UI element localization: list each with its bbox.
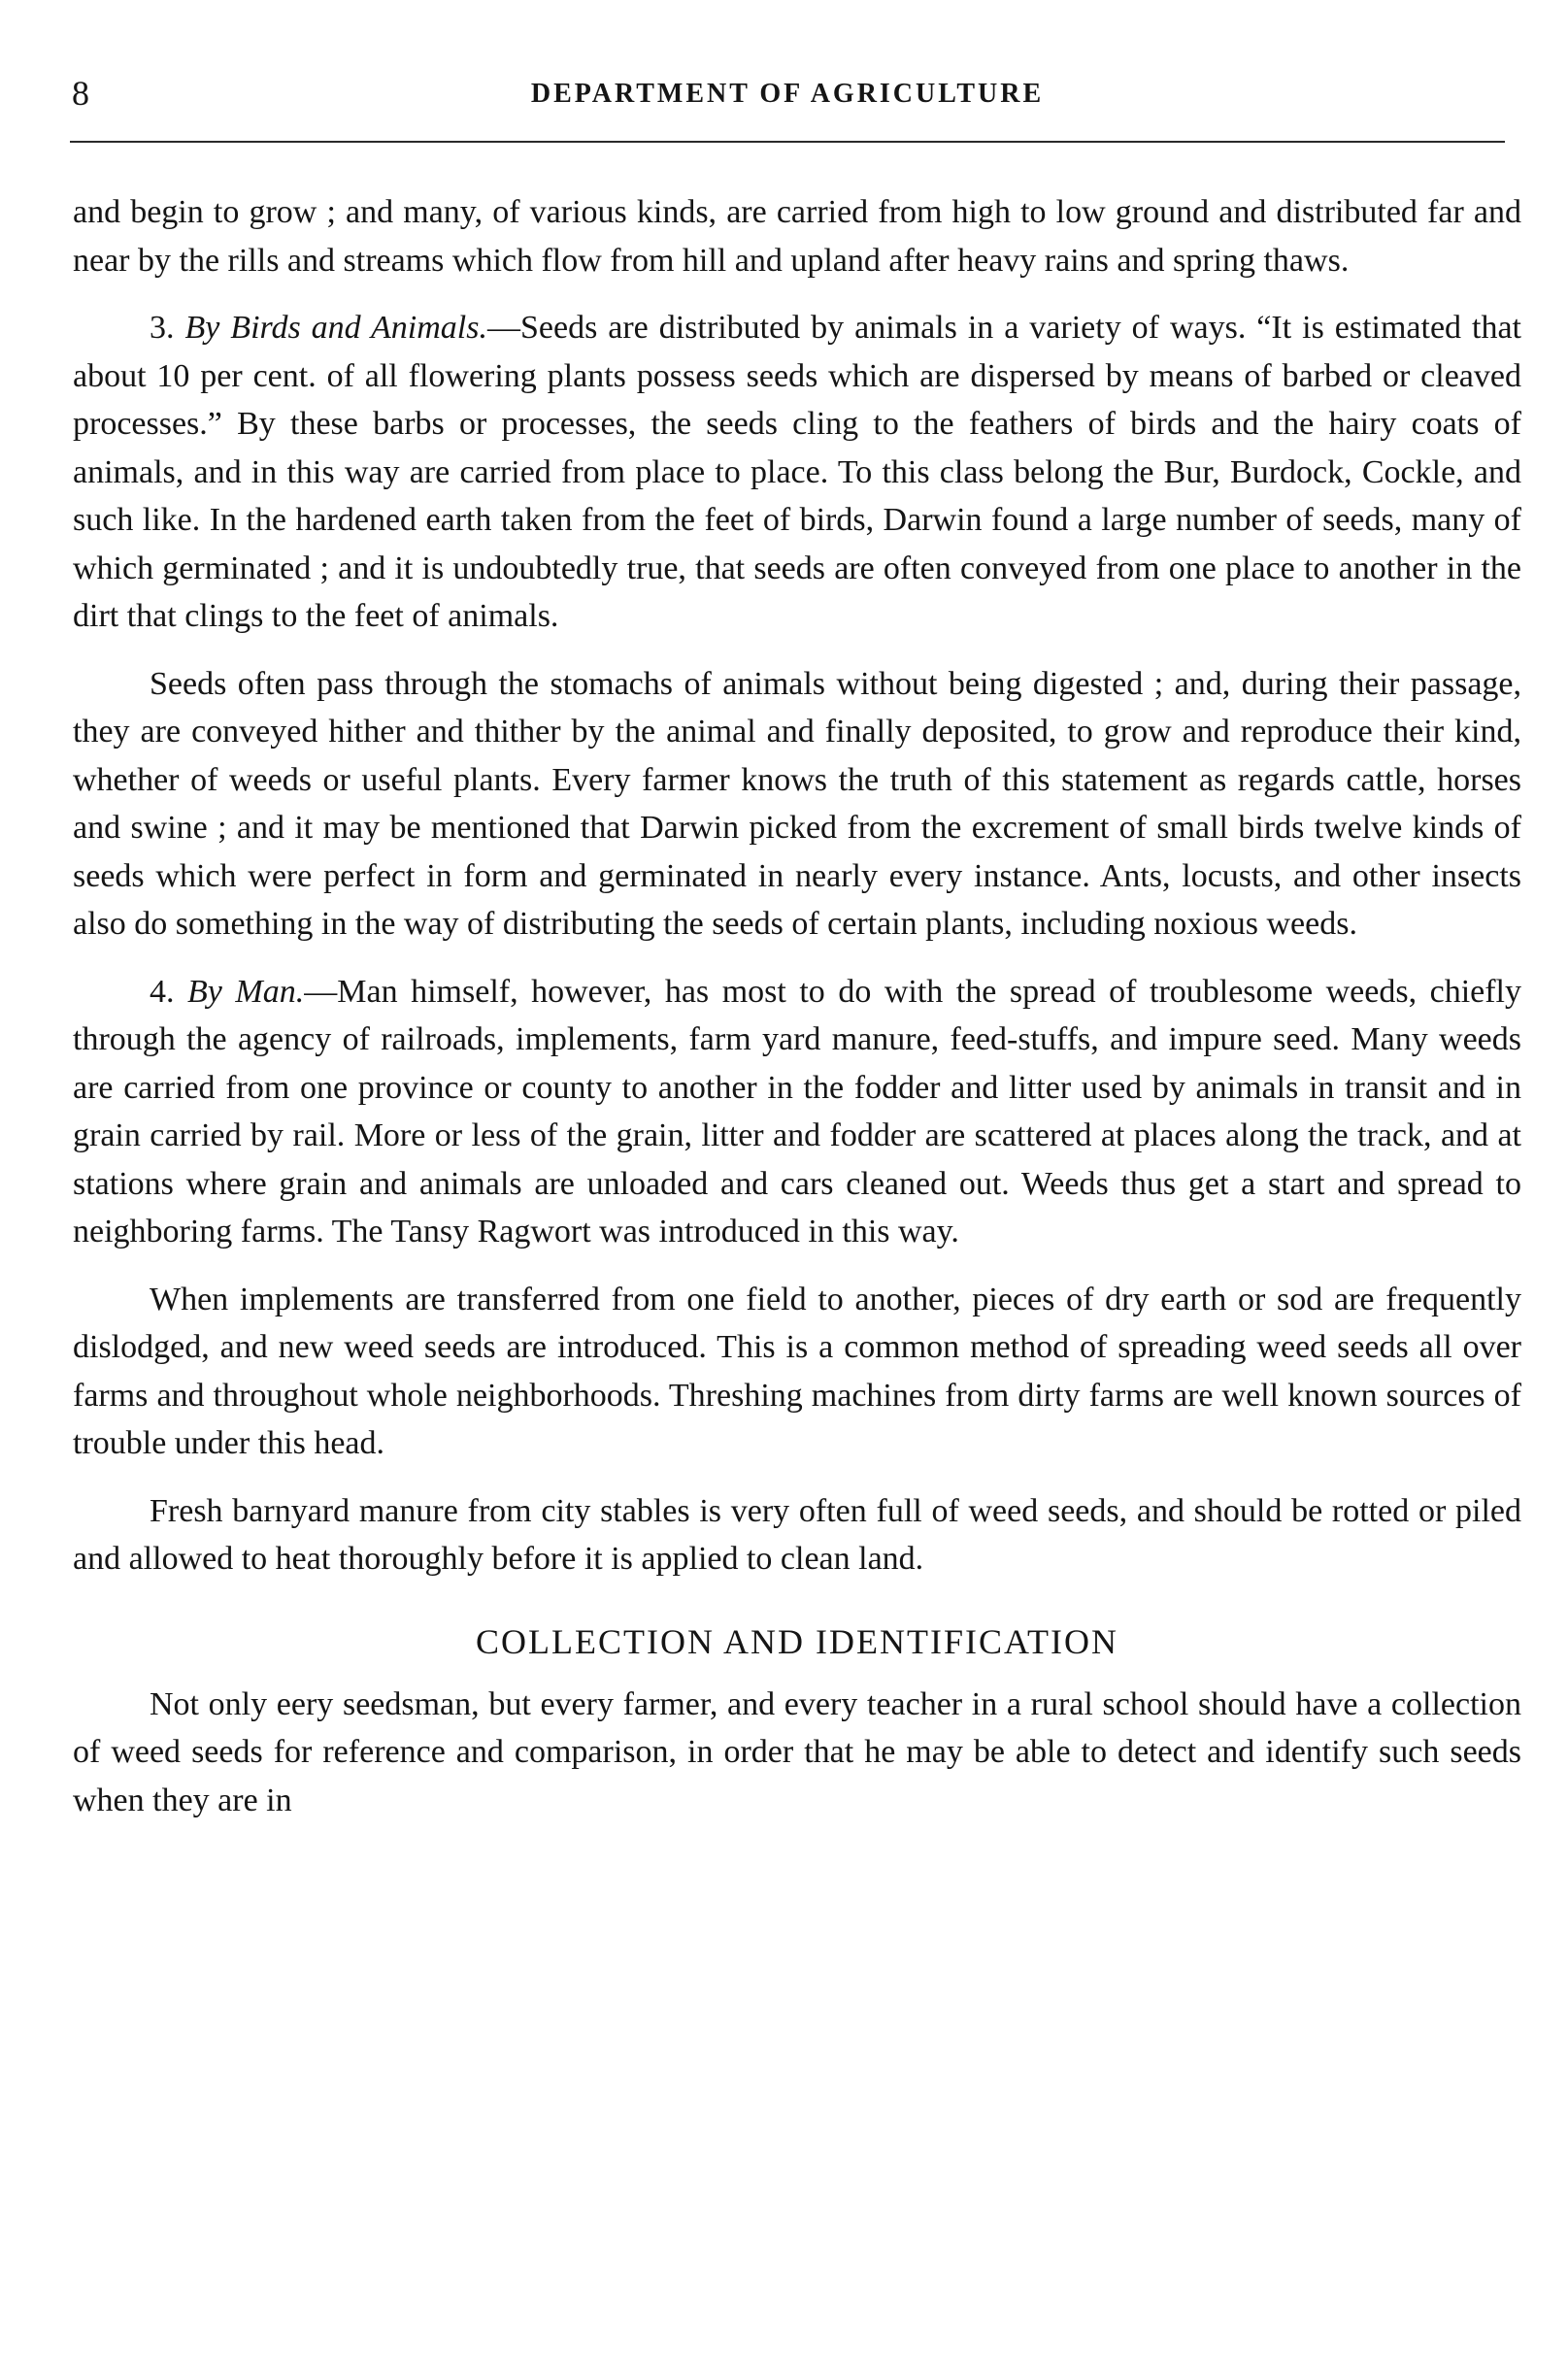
paragraph-5 [73, 1276, 1521, 1468]
section-number-4: 4. [150, 973, 175, 1010]
paragraph-6 [73, 1487, 1521, 1583]
paragraph-by-man-text: —Man himself, however, has most to do with the spread of troublesome weeds, chiefly through the agency of railroads, implements, farm yard manure, feed-stuffs, and impure seed. Many weeds are carried from one province or county to another in the fodder and litter used by animals in transit and in grain carried by rail. More or less of the grain, litter and fodder are scattered at places along the track, and at stations where grain and animals are unloaded and cars cleaned out. Weeds thus get a start and spread to neighboring farms. The Tansy Ragwort was introduced in this way. [73, 973, 1522, 1250]
paragraph-3-text: Seeds often pass through the stomachs of animals without being digested ; and, during their passage, they are conveyed hither and thither by the animal and finally deposited, to grow and reproduce their kind, whether of weeds or useful plants. Every farmer knows the truth of this statement as regards cattle, horses and swine ; and it may be mentioned that Darwin picked from the excrement of small birds twelve kinds of seeds which were perfect in form and germinated in nearly every instance. Ants, locusts, and other insects also do something in the way of distributing the seeds of certain plants, including noxious weeds. [73, 665, 1521, 942]
paragraph-3 [73, 660, 1521, 949]
section-heading: COLLECTION AND IDENTIFICATION [476, 1621, 1118, 1661]
paragraph-5-text: When implements are transferred from one field to another, pieces of dry earth or sod are frequently dislodged, and new weed seeds are introduced. This is a common method of spreading weed seeds all over farms and throughout whole neighborhoods. Threshing machines from dirty farms are well known sources of trouble under this head. [73, 1281, 1521, 1461]
paragraph-final [73, 1681, 1521, 1825]
paragraph-1-text: and begin to grow ; and many, of various kinds, are carried from high to low ground and distributed far and near by the rills and streams which flow from hill and upland after heavy rains and spring thaws. [73, 194, 1521, 279]
subheading-by-man: By Man. [187, 973, 305, 1010]
paragraph-birds-animals-text: —Seeds are distributed by animals in a variety of ways. “It is estimated that about 10 per cent. of all flowering plants possess seeds which are dispersed by means of barbed or cleaved processes.” By these barbs or processes, the seeds cling to the feathers of birds and the hairy coats of animals, and in this way are carried from place to place. To this class belong the Bur, Burdock, Cockle, and such like. In the hardened earth taken from the feet of birds, Darwin found a large number of seeds, many of which germinated ; and it is undoubtedly true, that seeds are often conveyed from one place to another in the dirt that clings to the feet of animals. [73, 310, 1522, 634]
paragraph-by-man [73, 968, 1521, 1256]
body-text [73, 188, 1521, 1844]
subheading-birds-animals: By Birds and Animals. [184, 310, 487, 346]
page-header [70, 70, 1505, 128]
paragraph-birds-animals [73, 304, 1521, 641]
paragraph-1 [73, 188, 1521, 284]
header-rule [70, 141, 1505, 143]
page-number: 8 [72, 74, 89, 113]
paragraph-6-text: Fresh barnyard manure from city stables is very often full of weed seeds, and should be rotted or piled and allowed to heat thoroughly before it is applied to clean land. [73, 1492, 1521, 1577]
running-head: DEPARTMENT OF AGRICULTURE [530, 79, 1045, 109]
section-number-3: 3. [150, 310, 175, 346]
paragraph-final-text: Not only eery seedsman, but every farmer, and every teacher in a rural school should have a collection of weed seeds for reference and comparison, in order that he may be able to detect and identify such seeds when they are in [73, 1685, 1521, 1818]
